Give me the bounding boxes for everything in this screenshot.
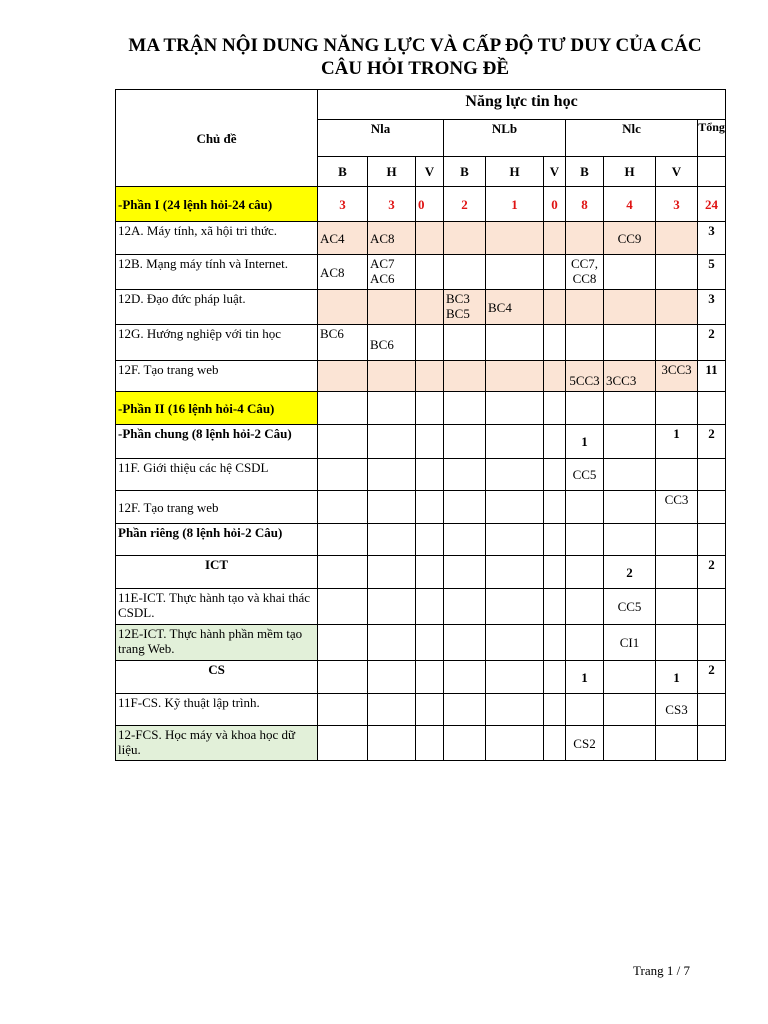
cell-value: BC6	[318, 325, 368, 361]
cell-value	[544, 694, 566, 726]
cell-value: CC3	[656, 491, 698, 524]
row-total: 11	[698, 361, 726, 392]
cell-value	[566, 524, 604, 556]
cell-value	[566, 290, 604, 325]
table-row	[116, 392, 726, 425]
cell-value: 2	[604, 556, 656, 589]
cell-value	[604, 459, 656, 491]
cell-value	[656, 222, 698, 255]
cell-value	[444, 392, 486, 425]
cell-value	[486, 459, 544, 491]
cell-value	[544, 222, 566, 255]
row-label: 12F. Tạo trang web	[116, 491, 318, 524]
cell-value	[544, 589, 566, 625]
cell-value: CC5	[566, 459, 604, 491]
cell-value: 5CC3	[566, 361, 604, 392]
level-b-1: B	[318, 157, 368, 187]
cell-value: 4	[604, 187, 656, 222]
cell-value	[656, 392, 698, 425]
cell-value	[486, 425, 544, 459]
cell-value	[444, 694, 486, 726]
cell-value	[444, 459, 486, 491]
cell-value: 1	[656, 425, 698, 459]
cell-value	[444, 726, 486, 761]
cell-value	[486, 222, 544, 255]
cell-value	[318, 425, 368, 459]
cell-value	[368, 491, 416, 524]
level-b-3: B	[566, 157, 604, 187]
level-v-1: V	[416, 157, 444, 187]
table-row	[116, 556, 726, 589]
cell-value	[318, 589, 368, 625]
row-total: 2	[698, 556, 726, 589]
cell-value	[656, 459, 698, 491]
cell-value	[604, 425, 656, 459]
cell-value	[604, 325, 656, 361]
table-row	[116, 661, 726, 694]
row-label: 12D. Đạo đức pháp luật.	[116, 290, 318, 325]
cell-value	[416, 255, 444, 290]
cell-value: 0	[544, 187, 566, 222]
cell-value	[656, 255, 698, 290]
cell-value	[566, 589, 604, 625]
cell-value	[444, 361, 486, 392]
table-row	[116, 187, 726, 222]
level-h-3: H	[604, 157, 656, 187]
table-row	[116, 589, 726, 625]
row-total: 2	[698, 661, 726, 694]
row-total: 3	[698, 222, 726, 255]
cell-value	[368, 726, 416, 761]
row-label: -Phần I (24 lệnh hỏi-24 câu)	[116, 187, 318, 222]
cell-value: 3	[318, 187, 368, 222]
level-v-3: V	[656, 157, 698, 187]
cell-value	[566, 491, 604, 524]
row-label: -Phần chung (8 lệnh hỏi-2 Câu)	[116, 425, 318, 459]
cell-value: 3CC3	[656, 361, 698, 392]
page-number: Trang 1 / 7	[633, 963, 690, 978]
cell-value	[604, 392, 656, 425]
header-total: Tổng	[698, 120, 726, 157]
header-group-nla: Nla	[318, 120, 444, 157]
level-b-2: B	[444, 157, 486, 187]
cell-value	[416, 459, 444, 491]
level-h-2: H	[486, 157, 544, 187]
cell-value	[486, 661, 544, 694]
cell-value	[318, 290, 368, 325]
table-row	[116, 625, 726, 661]
row-total: 24	[698, 187, 726, 222]
cell-value	[656, 625, 698, 661]
level-h-1: H	[368, 157, 416, 187]
cell-value: 1	[486, 187, 544, 222]
cell-value	[416, 589, 444, 625]
cell-value	[318, 361, 368, 392]
table-row	[116, 726, 726, 761]
cell-value	[566, 392, 604, 425]
cell-value	[444, 661, 486, 694]
row-label: 12B. Mạng máy tính và Internet.	[116, 255, 318, 290]
cell-value	[604, 491, 656, 524]
cell-value	[318, 459, 368, 491]
row-total	[698, 459, 726, 491]
cell-value	[486, 726, 544, 761]
header-topic: Chủ đề	[116, 90, 318, 187]
cell-value: AC8	[318, 255, 368, 290]
cell-value	[318, 491, 368, 524]
cell-value: CC9	[604, 222, 656, 255]
cell-value: BC6	[368, 325, 416, 361]
row-total: 2	[698, 325, 726, 361]
cell-value	[416, 325, 444, 361]
cell-value	[544, 392, 566, 425]
row-label: 11F. Giới thiệu các hệ CSDL	[116, 459, 318, 491]
cell-value: CC5	[604, 589, 656, 625]
cell-value	[318, 524, 368, 556]
cell-value	[416, 425, 444, 459]
cell-value: CS3	[656, 694, 698, 726]
cell-value	[544, 425, 566, 459]
cell-value	[604, 255, 656, 290]
cell-value	[318, 694, 368, 726]
row-label: 11F-CS. Kỹ thuật lập trình.	[116, 694, 318, 726]
cell-value: 1	[566, 425, 604, 459]
cell-value	[368, 361, 416, 392]
cell-value	[486, 392, 544, 425]
document-title	[90, 34, 740, 80]
cell-value	[544, 491, 566, 524]
cell-value	[416, 524, 444, 556]
cell-value	[416, 491, 444, 524]
cell-value	[318, 661, 368, 694]
cell-value: AC4	[318, 222, 368, 255]
cell-value: 3CC3	[604, 361, 656, 392]
cell-value	[544, 255, 566, 290]
cell-value	[416, 222, 444, 255]
cell-value	[544, 524, 566, 556]
cell-value: CS2	[566, 726, 604, 761]
row-total	[698, 589, 726, 625]
cell-value	[486, 556, 544, 589]
cell-value	[656, 290, 698, 325]
cell-value: 3	[656, 187, 698, 222]
row-total: 2	[698, 425, 726, 459]
cell-value	[416, 290, 444, 325]
row-total	[698, 694, 726, 726]
cell-value	[544, 459, 566, 491]
cell-value: CI1	[604, 625, 656, 661]
cell-value	[486, 625, 544, 661]
row-label: 12-FCS. Học máy và khoa học dữ liệu.	[116, 726, 318, 761]
cell-value	[566, 694, 604, 726]
cell-value	[604, 694, 656, 726]
cell-value	[368, 694, 416, 726]
row-total	[698, 392, 726, 425]
cell-value	[444, 556, 486, 589]
row-total	[698, 524, 726, 556]
cell-value: CC7, CC8	[566, 255, 604, 290]
table-row	[116, 694, 726, 726]
cell-value	[656, 726, 698, 761]
cell-value	[416, 392, 444, 425]
cell-value	[486, 694, 544, 726]
cell-value	[604, 726, 656, 761]
cell-value	[368, 459, 416, 491]
row-total	[698, 726, 726, 761]
cell-value	[416, 661, 444, 694]
row-label: -Phần II (16 lệnh hỏi-4 Câu)	[116, 392, 318, 425]
cell-value	[656, 325, 698, 361]
cell-value: 0	[416, 187, 444, 222]
cell-value: AC8	[368, 222, 416, 255]
cell-value	[318, 556, 368, 589]
cell-value	[486, 361, 544, 392]
competency-matrix-table	[115, 89, 726, 761]
row-label: CS	[116, 661, 318, 694]
cell-value	[318, 726, 368, 761]
cell-value: 8	[566, 187, 604, 222]
cell-value	[416, 625, 444, 661]
title-line-2: CÂU HỎI TRONG ĐỀ	[320, 58, 510, 79]
row-total: 3	[698, 290, 726, 325]
table-row	[116, 290, 726, 325]
cell-value	[444, 491, 486, 524]
cell-value	[604, 290, 656, 325]
table-row	[116, 361, 726, 392]
cell-value	[416, 361, 444, 392]
cell-value	[566, 222, 604, 255]
header-group-nlb: NLb	[444, 120, 566, 157]
cell-value	[566, 556, 604, 589]
cell-value: 1	[566, 661, 604, 694]
cell-value: 2	[444, 187, 486, 222]
cell-value: BC3 BC5	[444, 290, 486, 325]
cell-value: 1	[656, 661, 698, 694]
cell-value	[656, 589, 698, 625]
cell-value	[544, 361, 566, 392]
cell-value	[416, 694, 444, 726]
table-row	[116, 255, 726, 290]
table-row	[116, 425, 726, 459]
cell-value	[368, 589, 416, 625]
cell-value	[444, 255, 486, 290]
cell-value	[368, 290, 416, 325]
cell-value	[486, 491, 544, 524]
empty-cell	[698, 157, 726, 187]
cell-value	[486, 325, 544, 361]
cell-value	[486, 589, 544, 625]
cell-value	[368, 556, 416, 589]
table-row	[116, 491, 726, 524]
cell-value	[444, 425, 486, 459]
row-total: 5	[698, 255, 726, 290]
header-group-nlc: Nlc	[566, 120, 698, 157]
cell-value	[444, 325, 486, 361]
cell-value	[544, 726, 566, 761]
cell-value	[544, 556, 566, 589]
cell-value	[604, 661, 656, 694]
row-label: 12F. Tạo trang web	[116, 361, 318, 392]
cell-value	[368, 524, 416, 556]
cell-value	[368, 425, 416, 459]
cell-value: 3	[368, 187, 416, 222]
row-label: 12E-ICT. Thực hành phần mềm tạo trang Web.	[116, 625, 318, 661]
cell-value	[486, 255, 544, 290]
cell-value	[566, 625, 604, 661]
cell-value	[656, 556, 698, 589]
cell-value	[544, 290, 566, 325]
row-total	[698, 625, 726, 661]
table-row	[116, 459, 726, 491]
level-v-2: V	[544, 157, 566, 187]
cell-value	[544, 325, 566, 361]
table-row	[116, 524, 726, 556]
cell-value	[416, 556, 444, 589]
cell-value	[544, 625, 566, 661]
cell-value: AC7 AC6	[368, 255, 416, 290]
cell-value	[416, 726, 444, 761]
cell-value	[486, 524, 544, 556]
cell-value	[444, 625, 486, 661]
cell-value	[656, 524, 698, 556]
cell-value	[544, 661, 566, 694]
cell-value	[566, 325, 604, 361]
table-row	[116, 325, 726, 361]
row-label: 11E-ICT. Thực hành tạo và khai thác CSDL.	[116, 589, 318, 625]
title-line-1: MA TRẬN NỘI DUNG NĂNG LỰC VÀ CẤP ĐỘ TƯ DUY CỦA CÁC	[128, 35, 702, 56]
cell-value	[368, 392, 416, 425]
cell-value	[318, 392, 368, 425]
row-total	[698, 491, 726, 524]
cell-value	[444, 589, 486, 625]
cell-value	[444, 524, 486, 556]
table-row	[116, 222, 726, 255]
cell-value	[604, 524, 656, 556]
header-competency: Năng lực tin học	[318, 90, 726, 120]
row-label: Phần riêng (8 lệnh hỏi-2 Câu)	[116, 524, 318, 556]
cell-value	[368, 625, 416, 661]
cell-value	[318, 625, 368, 661]
cell-value	[368, 661, 416, 694]
cell-value: BC4	[486, 290, 544, 325]
row-label: 12A. Máy tính, xã hội tri thức.	[116, 222, 318, 255]
cell-value	[444, 222, 486, 255]
row-label: ICT	[116, 556, 318, 589]
row-label: 12G. Hướng nghiệp với tin học	[116, 325, 318, 361]
